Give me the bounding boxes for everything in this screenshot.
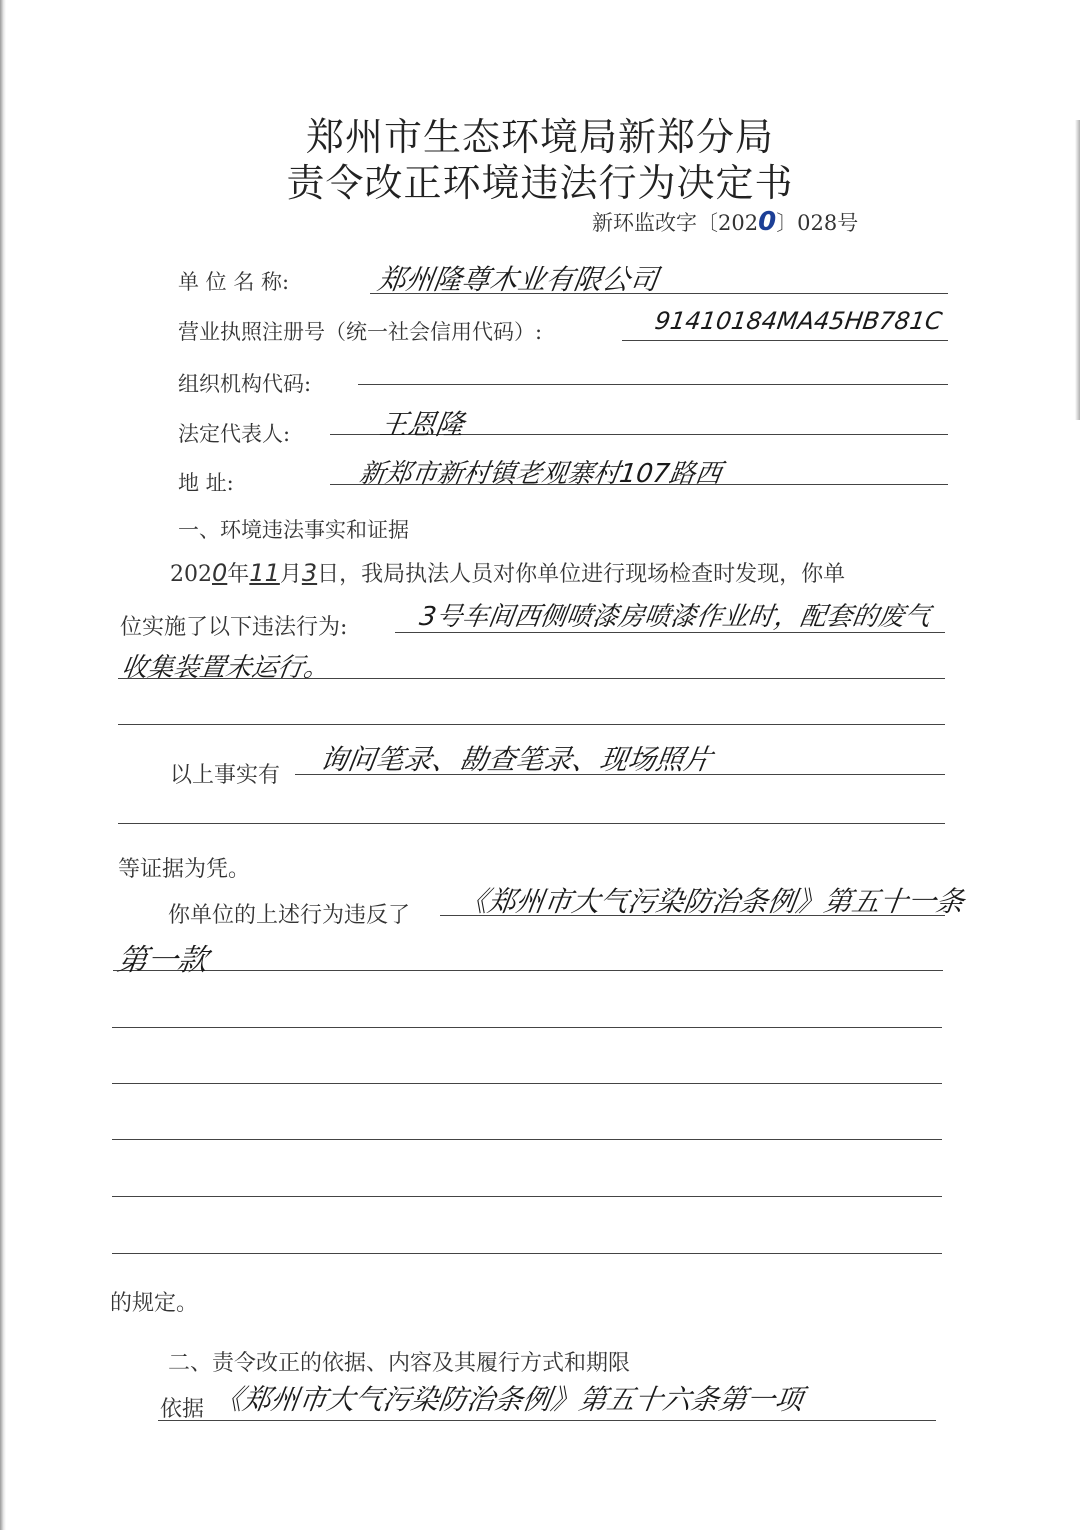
unit-name-value: 郑州隆尊木业有限公司: [375, 263, 661, 296]
evidence-label: 以上事实有: [170, 763, 281, 788]
doc-number-hand: 0: [758, 207, 777, 237]
date-text-a: 202: [170, 562, 212, 587]
date-text-c: 月: [279, 562, 302, 587]
violated-line1: 《郑州市大气污染防治条例》第五十一条: [457, 885, 967, 918]
blank-rule-1: [112, 1027, 942, 1028]
evidence-suffix: 等证据为凭。: [118, 857, 251, 882]
violated-line2: 第一款: [115, 943, 210, 978]
date-text-d: 日，我局执法人员对你单位进行现场检查时发现，你单: [317, 562, 846, 587]
closing-text: 的规定。: [110, 1291, 199, 1316]
address-label: 地 址:: [178, 471, 234, 495]
date-text-b: 年: [227, 562, 250, 587]
violated-label: 你单位的上述行为违反了: [168, 903, 411, 928]
document-title-line1: 郑州市生态环境局新郑分局: [305, 115, 774, 159]
violation-rule-3: [118, 724, 945, 725]
date-day-hand: 3: [301, 559, 318, 587]
doc-number-suffix: 〕028号: [776, 211, 859, 235]
violation-line2: 收集装置未运行。: [119, 653, 332, 683]
scan-edge-shadow: [0, 0, 6, 1530]
inspection-sentence: [170, 557, 845, 588]
blank-rule-5: [112, 1253, 942, 1254]
doc-number-prefix: 新环监改字〔202: [592, 211, 759, 235]
org-code-rule: [358, 384, 948, 385]
blank-rule-3: [112, 1139, 942, 1140]
license-value: 91410184MA45HB781C: [653, 307, 944, 335]
basis-rule: [158, 1420, 936, 1421]
basis-value: 《郑州市大气污染防治条例》第五十六条第一项: [212, 1383, 806, 1416]
blank-rule-4: [112, 1196, 942, 1197]
blank-rule-2: [112, 1083, 942, 1084]
basis-label: 依据: [160, 1397, 205, 1422]
document-title-line2: 责令改正环境违法行为决定书: [286, 161, 794, 205]
unit-name-label: 单 位 名 称:: [178, 270, 290, 294]
legal-rep-label: 法定代表人:: [178, 422, 291, 446]
violation-label: 位实施了以下违法行为:: [120, 615, 348, 640]
violation-line1: 3号车间西侧喷漆房喷漆作业时，配套的废气: [417, 602, 933, 632]
license-rule: [622, 340, 948, 341]
legal-rep-value: 王恩隆: [377, 408, 467, 441]
section2-heading: 二、责令改正的依据、内容及其履行方式和期限: [168, 1351, 631, 1376]
evidence-value: 询问笔录、勘查笔录、现场照片: [317, 743, 715, 776]
violated-rule-2: [113, 970, 943, 971]
address-value: 新郑市新村镇老观寨村107路西: [357, 459, 724, 489]
license-label: 营业执照注册号（统一社会信用代码）:: [178, 320, 543, 344]
document-number: [592, 207, 858, 237]
section1-heading: 一、环境违法事实和证据: [178, 518, 409, 542]
evidence-rule-2: [118, 823, 945, 824]
date-month-hand: 11: [249, 559, 280, 587]
date-year-hand: 0: [212, 559, 228, 587]
org-code-label: 组织机构代码:: [178, 372, 312, 396]
